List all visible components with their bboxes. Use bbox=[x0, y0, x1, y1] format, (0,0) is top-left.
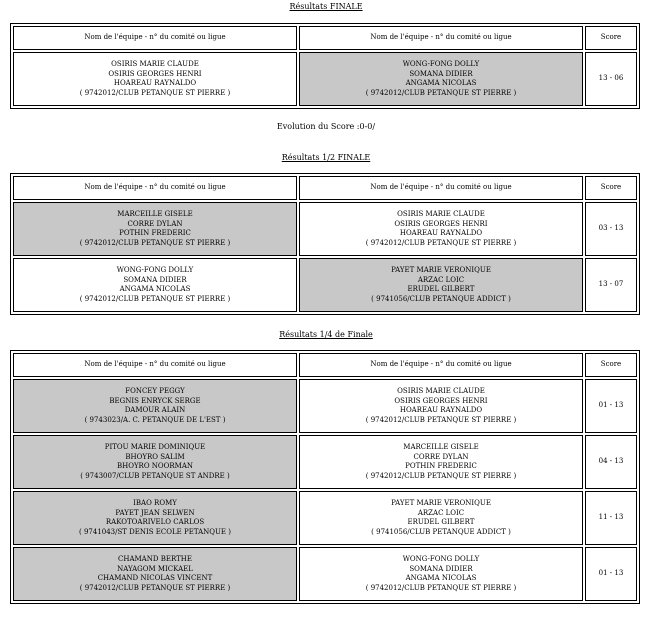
team-player: FONCEY PEGGY bbox=[125, 387, 185, 395]
match-row bbox=[13, 379, 637, 433]
team-player: RAKOTOARIVELO CARLOS bbox=[105, 518, 205, 526]
team-player: IBAO ROMY bbox=[133, 499, 177, 507]
score-cell bbox=[585, 52, 637, 106]
table-header-row bbox=[13, 353, 637, 377]
team-player: PITOU MARIE DOMINIQUE bbox=[104, 443, 206, 451]
score-cell bbox=[585, 379, 637, 433]
team-club: ( 9742012/CLUB PETANQUE ST PIERRE ) bbox=[79, 583, 231, 592]
team-player: ERUDEL GILBERT bbox=[407, 285, 475, 293]
match-row bbox=[13, 547, 637, 601]
team-player: WONG-FONG DOLLY bbox=[402, 555, 480, 563]
team2-column-header: Nom de l'équipe - n° du comité ou ligue bbox=[299, 353, 583, 377]
team-player: NAYAGOM MICKAËL bbox=[117, 564, 193, 573]
team-player: BHOYRO SALIM bbox=[125, 452, 185, 461]
team2-cell bbox=[299, 52, 583, 106]
team1-cell bbox=[13, 52, 297, 106]
team-club: ( 9742012/CLUB PETANQUE ST PIERRE ) bbox=[79, 88, 231, 97]
semi-section-title: Résultats 1/2 FINALE bbox=[281, 153, 371, 162]
team-club: ( 9742012/CLUB PETANQUE ST PIERRE ) bbox=[365, 583, 517, 592]
team-player: PAYET JEAN SELWEN bbox=[115, 508, 195, 517]
team-player: ANGAMA NICOLAS bbox=[405, 79, 477, 87]
match-row bbox=[13, 491, 637, 545]
team-player: CORRE DYLAN bbox=[127, 219, 183, 228]
table-header-row bbox=[13, 26, 637, 50]
score-column-header: Score bbox=[585, 353, 637, 377]
team-club: ( 9742012/CLUB PETANQUE ST PIERRE ) bbox=[79, 294, 231, 303]
score-cell bbox=[585, 491, 637, 545]
quarter-section-title: Résultats 1/4 de Finale bbox=[279, 330, 373, 339]
final-results-table bbox=[10, 23, 640, 109]
team-club: ( 9743007/CLUB PETANQUE ST ANDRE ) bbox=[80, 471, 230, 480]
team-player: HOAREAU RAYNALDO bbox=[399, 229, 483, 237]
team-player: OSIRIS GEORGES HENRI bbox=[394, 396, 488, 405]
team-player: BEGNIS ENRYCK SERGE bbox=[109, 396, 201, 405]
team-player: CORRE DYLAN bbox=[413, 452, 469, 461]
quarter-results-table bbox=[10, 350, 640, 604]
team2-column-header: Nom de l'équipe - n° du comité ou ligue bbox=[299, 176, 583, 200]
team-player: ERUDEL GILBERT bbox=[407, 518, 475, 526]
team-club: ( 9741056/CLUB PETANQUE ADDICT ) bbox=[371, 294, 511, 303]
score-cell bbox=[585, 547, 637, 601]
match-score: 13 - 07 bbox=[598, 280, 624, 289]
match-score: 03 - 13 bbox=[598, 224, 624, 233]
team-player: ARZAC LOÏC bbox=[417, 275, 465, 284]
team-player: CHAMAND NICOLAS VINCENT bbox=[97, 574, 213, 582]
team1-cell bbox=[13, 435, 297, 489]
match-score: 11 - 13 bbox=[598, 513, 624, 522]
team2-cell bbox=[299, 435, 583, 489]
team-club: ( 9742012/CLUB PETANQUE ST PIERRE ) bbox=[365, 238, 517, 247]
team-player: ARZAC LOÏC bbox=[417, 508, 465, 517]
team2-cell bbox=[299, 202, 583, 256]
team1-cell bbox=[13, 547, 297, 601]
team2-column-header: Nom de l'équipe - n° du comité ou ligue bbox=[299, 26, 583, 50]
team-player: SOMANA DIDIER bbox=[409, 69, 473, 78]
score-column-header: Score bbox=[585, 26, 637, 50]
team1-column-header: Nom de l'équipe - n° du comité ou ligue bbox=[13, 176, 297, 200]
team-player: WONG-FONG DOLLY bbox=[402, 60, 480, 68]
team-club: ( 9742012/CLUB PETANQUE ST PIERRE ) bbox=[365, 415, 517, 424]
team-player: ANGAMA NICOLAS bbox=[405, 574, 477, 582]
score-cell bbox=[585, 435, 637, 489]
semi-results-table bbox=[10, 173, 640, 315]
team-player: WONG-FONG DOLLY bbox=[116, 266, 194, 274]
team-player: PAYET MARIE VÉRONIQUE bbox=[391, 499, 491, 507]
team-player: ANGAMA NICOLAS bbox=[119, 285, 191, 293]
team-player: POTHIN FRÉDÉRIC bbox=[405, 462, 477, 470]
team1-cell bbox=[13, 379, 297, 433]
team-player: MARCEILLE GISÈLE bbox=[403, 443, 479, 451]
score-evolution: Evolution du Score :0-0/ bbox=[276, 122, 376, 131]
team-player: OSIRIS GEORGES HENRI bbox=[108, 69, 202, 78]
match-score: 13 - 06 bbox=[598, 74, 624, 83]
team-club: ( 9742012/CLUB PETANQUE ST PIERRE ) bbox=[79, 238, 231, 247]
team1-column-header: Nom de l'équipe - n° du comité ou ligue bbox=[13, 353, 297, 377]
team-player: HOAREAU RAYNALDO bbox=[399, 406, 483, 414]
team-player: POTHIN FRÉDÉRIC bbox=[119, 229, 191, 237]
team1-cell bbox=[13, 258, 297, 312]
score-cell bbox=[585, 258, 637, 312]
team2-cell bbox=[299, 258, 583, 312]
team-player: CHAMAND BERTHE bbox=[118, 555, 192, 563]
match-row bbox=[13, 435, 637, 489]
team2-cell bbox=[299, 491, 583, 545]
match-row bbox=[13, 52, 637, 106]
match-score: 01 - 13 bbox=[598, 569, 624, 578]
team-club: ( 9742012/CLUB PETANQUE ST PIERRE ) bbox=[365, 88, 517, 97]
match-score: 01 - 13 bbox=[598, 401, 624, 410]
team-player: OSIRIS MARIE CLAUDE bbox=[397, 387, 485, 395]
team-player: SOMANA DIDIER bbox=[123, 275, 187, 284]
team-player: DAMOUR ALAIN bbox=[124, 406, 186, 414]
team-player: HOAREAU RAYNALDO bbox=[113, 79, 197, 87]
team-player: MARCEILLE GISÈLE bbox=[117, 210, 193, 218]
match-score: 04 - 13 bbox=[598, 457, 624, 466]
team-club: ( 9741043/ST DENIS ECOLE PETANQUE ) bbox=[79, 527, 231, 536]
final-section-title: Résultats FINALE bbox=[289, 2, 363, 11]
score-cell bbox=[585, 202, 637, 256]
team-player: OSIRIS GEORGES HENRI bbox=[394, 219, 488, 228]
team-club: ( 9742012/CLUB PETANQUE ST PIERRE ) bbox=[365, 471, 517, 480]
team2-cell bbox=[299, 547, 583, 601]
team1-column-header: Nom de l'équipe - n° du comité ou ligue bbox=[13, 26, 297, 50]
score-column-header: Score bbox=[585, 176, 637, 200]
match-row bbox=[13, 202, 637, 256]
team1-cell bbox=[13, 202, 297, 256]
team-club: ( 9743023/A. C. PETANQUE DE L'EST ) bbox=[84, 415, 226, 424]
team-player: OSIRIS MARIE CLAUDE bbox=[397, 210, 485, 218]
match-row bbox=[13, 258, 637, 312]
team-club: ( 9741056/CLUB PETANQUE ADDICT ) bbox=[371, 527, 511, 536]
table-header-row bbox=[13, 176, 637, 200]
team-player: PAYET MARIE VÉRONIQUE bbox=[391, 266, 491, 274]
team-player: OSIRIS MARIE CLAUDE bbox=[111, 60, 199, 68]
team2-cell bbox=[299, 379, 583, 433]
team-player: SOMANA DIDIER bbox=[409, 564, 473, 573]
team1-cell bbox=[13, 491, 297, 545]
team-player: BHOYRO NOORMAN bbox=[116, 462, 194, 470]
